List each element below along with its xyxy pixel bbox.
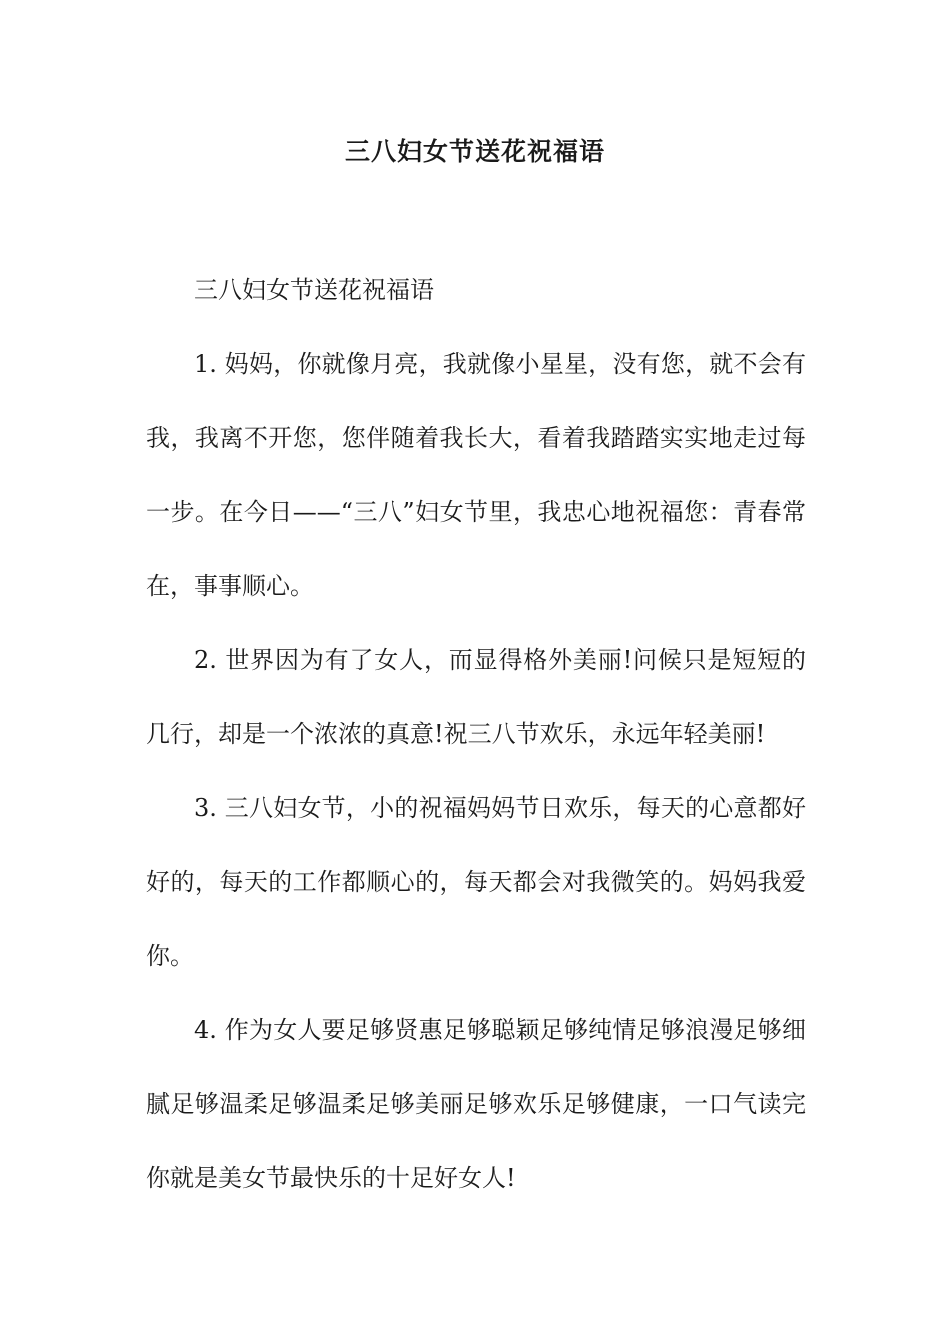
paragraph-2: 2. 世界因为有了女人，而显得格外美丽!问候只是短短的几行，却是一个浓浓的真意!祝三八节欢乐，永远年轻美丽! <box>146 646 806 748</box>
document-body <box>146 253 806 1215</box>
paragraph-4: 4. 作为女人要足够贤惠足够聪颖足够纯情足够浪漫足够细腻足够温柔足够温柔足够美丽足够欢乐足够健康，一口气读完你就是美女节最快乐的十足好女人! <box>146 1016 806 1192</box>
paragraph-1: 1. 妈妈，你就像月亮，我就像小星星，没有您，就不会有我，我离不开您，您伴随着我长大，看着我踏踏实实地走过每一步。在今日——“三八”妇女节里，我忠心地祝福您：青春常在，事事顺心。 <box>146 350 806 600</box>
subtitle-paragraph: 三八妇女节送花祝福语 <box>194 276 434 304</box>
paragraph-3: 3. 三八妇女节，小的祝福妈妈节日欢乐，每天的心意都好好的，每天的工作都顺心的，每天都会对我微笑的。妈妈我爱你。 <box>146 794 806 970</box>
document-title: 三八妇女节送花祝福语 <box>344 137 605 166</box>
